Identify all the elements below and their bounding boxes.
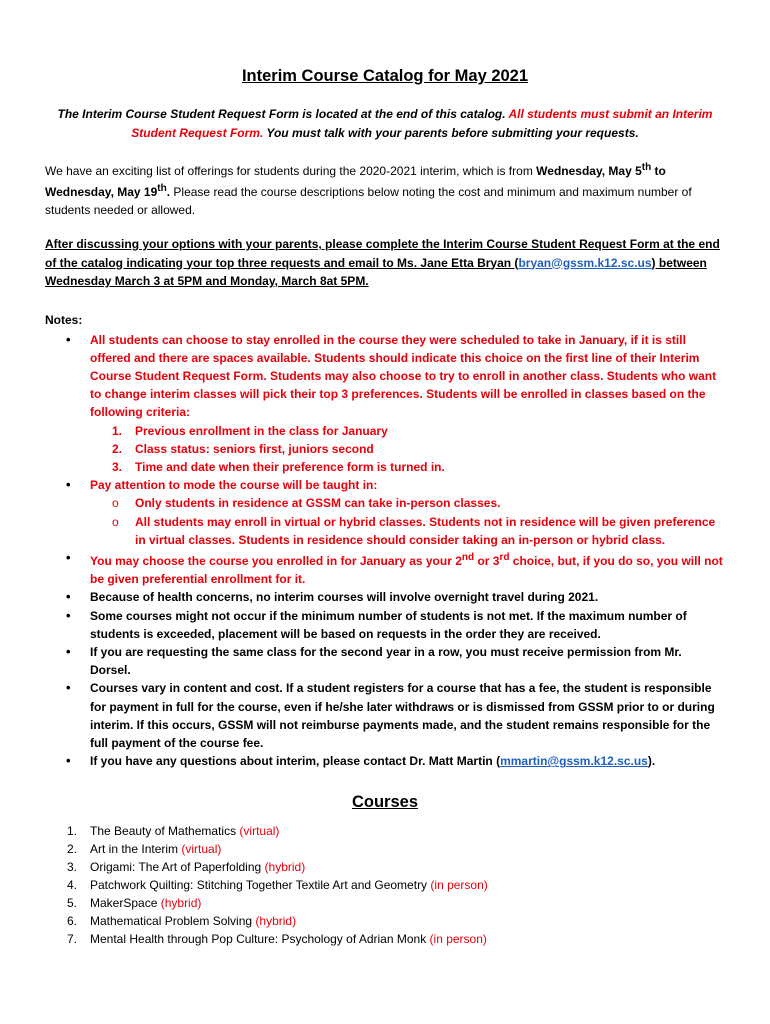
bryan-email-link[interactable]: bryan@gssm.k12.sc.us — [518, 255, 652, 270]
criteria-list — [90, 422, 725, 477]
page-title: Interim Course Catalog for May 2021 — [241, 67, 529, 85]
notes-list — [45, 331, 725, 771]
courses-list — [45, 822, 725, 948]
course-item: 6. Mathematical Problem Solving (hybrid) — [67, 914, 297, 929]
overview-text: We have an exciting list of offerings for students during the 2020-2021 interim, which is from — [45, 164, 537, 178]
document-page — [45, 64, 725, 948]
criteria-item: 2. Class status: seniors first, juniors second — [112, 441, 374, 456]
intro-text-2: All students must submit an Interim Student Request Form. — [131, 107, 713, 140]
courses-heading: Courses — [351, 793, 419, 812]
mode-list — [90, 494, 725, 549]
martin-email-link[interactable]: mmartin@gssm.k12.sc.us — [500, 754, 648, 769]
criteria-item: 1. Previous enrollment in the class for January — [112, 423, 388, 438]
course-item: 2. Art in the Interim (virtual) — [67, 842, 222, 857]
note-item: • If you have any questions about interim, please contact Dr. Matt Martin (mmartin@gssm.k12.sc.us). — [45, 752, 725, 770]
note-item: • All students can choose to stay enrolled in the course they were scheduled to take in January, if it is still offered and there are spaces available. Students should indicate this choice on the first line of their Interim Course Student Request Form. Students may also choose to try to enroll in another class. Students who want to change interim classes will pick their top 3 preferences. Students will be enrolled in classes based on the following criteria: 1. Previous enrollment in the class for January 2. Class status: seniors first, juniors second 3. Time and date when their preference form is turned in. — [45, 331, 725, 477]
criteria-item: 3. Time and date when their preference form is turned in. — [112, 459, 445, 474]
note-item: • You may choose the course you enrolled in for January as your 2nd or 3rd choice, but, if you do so, you will not be given preferential enrollment for it. — [45, 549, 725, 588]
overview-paragraph — [45, 159, 725, 219]
notes-label: Notes: — [45, 312, 83, 327]
note-item: • If you are requesting the same class for the second year in a row, you must receive permission from Mr. Dorsel. — [45, 643, 725, 679]
course-item: 5. MakerSpace (hybrid) — [67, 896, 202, 911]
course-item: 1. The Beauty of Mathematics (virtual) — [67, 824, 280, 839]
overview-text-2: Please read the course descriptions below noting the cost and minimum and maximum number of students needed or allowed. — [45, 185, 692, 217]
note-item: • Pay attention to mode the course will be taught in: o Only students in residence at GSSM can take in-person classes. o All students may enroll in virtual or hybrid classes. Students not in residence will be given preference in virtual classes. Students in residence should consider taking an in-person or hybrid class. — [45, 476, 725, 549]
intro-text-1: The Interim Course Student Request Form is located at the end of this catalog. — [57, 107, 506, 121]
course-item: 3. Origami: The Art of Paperfolding (hybrid) — [67, 860, 306, 875]
note-item: • Courses vary in content and cost. If a student registers for a course that has a fee, the student is responsible for payment in full for the course, even if he/she later withdraws or is dismissed from GSSM prior to or during interim. If this occurs, GSSM will not reimburse payments made, and the student remains responsible for the full payment of the course fee. — [45, 679, 725, 752]
intro-statement — [45, 105, 725, 143]
mode-item: o Only students in residence at GSSM can take in-person classes. — [112, 496, 501, 511]
course-item: 4. Patchwork Quilting: Stitching Together Textile Art and Geometry (in person) — [67, 878, 488, 893]
mode-item: o All students may enroll in virtual or hybrid classes. Students not in residence will be given preference in virtual classes. Students in residence should consider taking an in-person or hybrid class. — [112, 514, 716, 547]
note-item: • Because of health concerns, no interim courses will involve overnight travel during 2021. — [45, 588, 725, 606]
start-date: Wednesday, May 5th to Wednesday, May 19th. — [45, 162, 666, 199]
instructions-paragraph: After discussing your options with your parents, please complete the Interim Course Student Request Form at the end of the catalog indicating your top three requests and email to Ms. Jane Etta Bryan (bryan@gssm.k12.sc.us) between Wednesday March 3 at 5PM and Monday, March 8at 5PM. — [45, 237, 720, 288]
intro-text-3: You must talk with your parents before submitting your requests. — [266, 126, 639, 140]
note-item: • Some courses might not occur if the minimum number of students is not met. If the maximum number of students is exceeded, placement will be based on requests in the order they are received. — [45, 607, 725, 643]
course-item: 7. Mental Health through Pop Culture: Psychology of Adrian Monk (in person) — [67, 932, 487, 947]
